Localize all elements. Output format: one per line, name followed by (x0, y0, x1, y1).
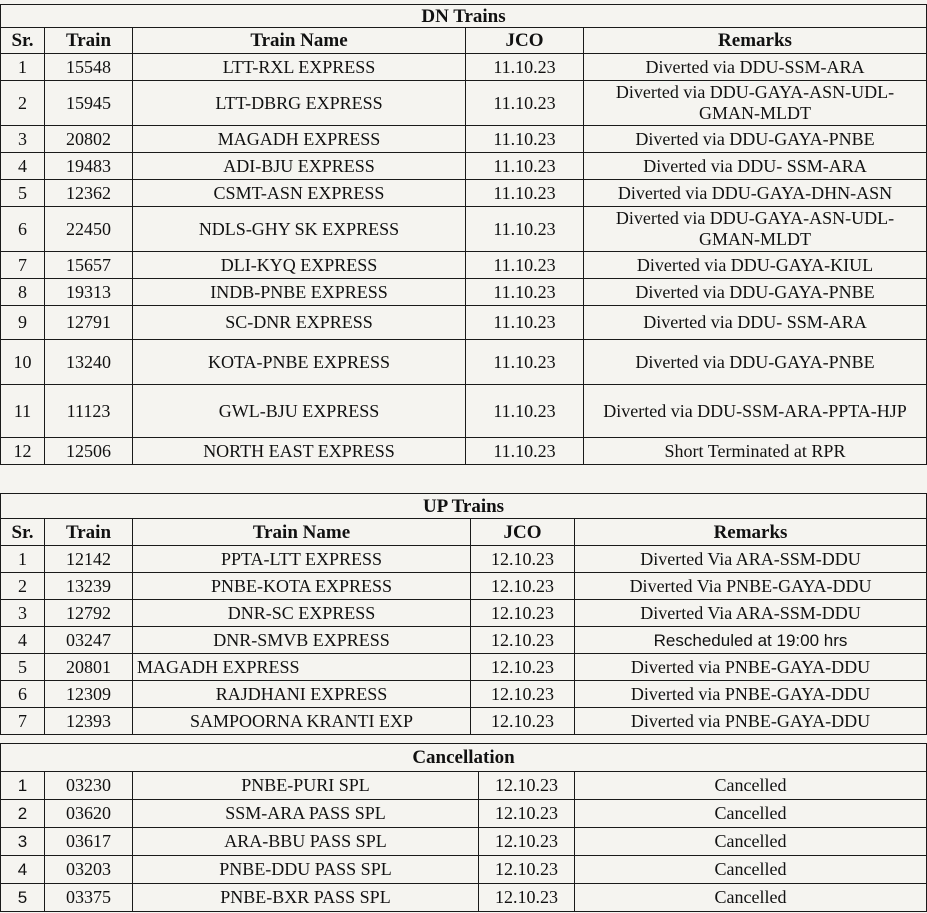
sr-cell: 2 (1, 81, 45, 126)
sr-cell: 8 (1, 279, 45, 306)
jco-cell: 12.10.23 (479, 772, 575, 800)
jco-cell: 11.10.23 (466, 385, 584, 438)
header-jco: JCO (471, 519, 575, 546)
sr-cell: 4 (1, 627, 45, 654)
remarks-cell: Diverted via DDU- SSM-ARA (584, 306, 927, 340)
train-number-cell: 19313 (45, 279, 133, 306)
dn-row (1, 81, 927, 126)
remarks-cell: Cancelled (575, 856, 927, 884)
dn-section-title: DN Trains (1, 5, 927, 28)
train-number-cell: 12142 (45, 546, 133, 573)
train-name-cell: LTT-DBRG EXPRESS (133, 81, 466, 126)
train-name-cell: NDLS-GHY SK EXPRESS (133, 207, 466, 252)
sr-cell: 4 (1, 856, 45, 884)
train-number-cell: 03375 (45, 884, 133, 912)
cancel-row (1, 828, 927, 856)
train-number-cell: 03617 (45, 828, 133, 856)
jco-cell: 11.10.23 (466, 180, 584, 207)
sr-cell: 1 (1, 546, 45, 573)
train-number-cell: 13240 (45, 340, 133, 385)
jco-cell: 12.10.23 (479, 884, 575, 912)
train-number-cell: 15548 (45, 54, 133, 81)
remarks-cell: Cancelled (575, 772, 927, 800)
dn-row (1, 252, 927, 279)
remarks-cell: Cancelled (575, 828, 927, 856)
train-name-cell: RAJDHANI EXPRESS (133, 681, 471, 708)
jco-cell: 11.10.23 (466, 438, 584, 465)
remarks-cell: Diverted via DDU- SSM-ARA (584, 153, 927, 180)
jco-cell: 11.10.23 (466, 306, 584, 340)
train-number-cell: 12791 (45, 306, 133, 340)
header-sr: Sr. (1, 519, 45, 546)
train-number-cell: 12792 (45, 600, 133, 627)
header-jco: JCO (466, 28, 584, 54)
train-name-cell: SC-DNR EXPRESS (133, 306, 466, 340)
up-rows (1, 546, 927, 735)
train-name-cell: LTT-RXL EXPRESS (133, 54, 466, 81)
remarks-cell: Diverted via DDU-GAYA-KIUL (584, 252, 927, 279)
dn-trains-table (0, 4, 927, 465)
cancel-row (1, 856, 927, 884)
dn-row (1, 438, 927, 465)
sr-cell: 12 (1, 438, 45, 465)
sr-cell: 11 (1, 385, 45, 438)
remarks-cell: Diverted via DDU-SSM-ARA (584, 54, 927, 81)
train-name-cell: SAMPOORNA KRANTI EXP (133, 708, 471, 735)
header-train: Train (45, 28, 133, 54)
train-name-cell: CSMT-ASN EXPRESS (133, 180, 466, 207)
cancellation-table (0, 743, 927, 912)
train-number-cell: 20802 (45, 126, 133, 153)
remarks-cell: Diverted Via ARA-SSM-DDU (575, 546, 927, 573)
train-number-cell: 12506 (45, 438, 133, 465)
up-row (1, 627, 927, 654)
remarks-cell: Diverted Via ARA-SSM-DDU (575, 600, 927, 627)
header-remarks: Remarks (584, 28, 927, 54)
sr-cell: 2 (1, 573, 45, 600)
dn-row (1, 153, 927, 180)
remarks-cell: Cancelled (575, 800, 927, 828)
dn-rows (1, 54, 927, 465)
dn-row (1, 126, 927, 153)
header-remarks: Remarks (575, 519, 927, 546)
train-number-cell: 03620 (45, 800, 133, 828)
sr-cell: 6 (1, 207, 45, 252)
remarks-cell: Diverted via PNBE-GAYA-DDU (575, 681, 927, 708)
train-name-cell: ARA-BBU PASS SPL (133, 828, 479, 856)
sr-cell: 5 (1, 654, 45, 681)
train-number-cell: 15657 (45, 252, 133, 279)
header-train-name: Train Name (133, 519, 471, 546)
jco-cell: 12.10.23 (471, 573, 575, 600)
dn-row (1, 385, 927, 438)
train-name-cell: DNR-SMVB EXPRESS (133, 627, 471, 654)
up-row (1, 708, 927, 735)
up-row (1, 654, 927, 681)
up-section-title: UP Trains (1, 494, 927, 519)
remarks-cell: Diverted via DDU-GAYA-PNBE (584, 126, 927, 153)
remarks-cell: Diverted Via PNBE-GAYA-DDU (575, 573, 927, 600)
jco-cell: 11.10.23 (466, 81, 584, 126)
train-name-cell: PNBE-BXR PASS SPL (133, 884, 479, 912)
remarks-cell: Diverted via DDU-GAYA-ASN-UDL-GMAN-MLDT (584, 81, 927, 126)
train-number-cell: 03203 (45, 856, 133, 884)
train-name-cell: SSM-ARA PASS SPL (133, 800, 479, 828)
remarks-cell: Diverted via PNBE-GAYA-DDU (575, 708, 927, 735)
jco-cell: 12.10.23 (471, 654, 575, 681)
train-number-cell: 11123 (45, 385, 133, 438)
jco-cell: 11.10.23 (466, 153, 584, 180)
train-number-cell: 20801 (45, 654, 133, 681)
train-name-cell: PPTA-LTT EXPRESS (133, 546, 471, 573)
sr-cell: 7 (1, 252, 45, 279)
train-name-cell: MAGADH EXPRESS (133, 126, 466, 153)
jco-cell: 12.10.23 (471, 708, 575, 735)
train-name-cell: DLI-KYQ EXPRESS (133, 252, 466, 279)
jco-cell: 11.10.23 (466, 54, 584, 81)
train-number-cell: 12393 (45, 708, 133, 735)
train-number-cell: 15945 (45, 81, 133, 126)
train-number-cell: 03247 (45, 627, 133, 654)
jco-cell: 11.10.23 (466, 340, 584, 385)
jco-cell: 11.10.23 (466, 126, 584, 153)
cancel-row (1, 884, 927, 912)
cancellation-rows (1, 772, 927, 912)
train-name-cell: PNBE-DDU PASS SPL (133, 856, 479, 884)
up-row (1, 573, 927, 600)
sr-cell: 3 (1, 600, 45, 627)
jco-cell: 12.10.23 (479, 856, 575, 884)
sr-cell: 1 (1, 772, 45, 800)
sr-cell: 1 (1, 54, 45, 81)
remarks-cell: Diverted via DDU-GAYA-PNBE (584, 340, 927, 385)
dn-row (1, 54, 927, 81)
train-name-cell: ADI-BJU EXPRESS (133, 153, 466, 180)
train-number-cell: 19483 (45, 153, 133, 180)
train-number-cell: 12309 (45, 681, 133, 708)
remarks-cell: Short Terminated at RPR (584, 438, 927, 465)
header-train: Train (45, 519, 133, 546)
jco-cell: 11.10.23 (466, 252, 584, 279)
sr-cell: 5 (1, 884, 45, 912)
jco-cell: 12.10.23 (479, 800, 575, 828)
train-number-cell: 22450 (45, 207, 133, 252)
up-trains-table (0, 493, 927, 735)
header-sr: Sr. (1, 28, 45, 54)
remarks-cell: Rescheduled at 19:00 hrs (575, 627, 927, 654)
remarks-cell: Diverted via DDU-SSM-ARA-PPTA-HJP (584, 385, 927, 438)
train-number-cell: 03230 (45, 772, 133, 800)
train-name-cell: NORTH EAST EXPRESS (133, 438, 466, 465)
jco-cell: 11.10.23 (466, 207, 584, 252)
cancellation-section-title: Cancellation (1, 744, 927, 772)
jco-cell: 12.10.23 (471, 681, 575, 708)
cancel-row (1, 772, 927, 800)
jco-cell: 12.10.23 (471, 627, 575, 654)
header-train-name: Train Name (133, 28, 466, 54)
train-number-cell: 12362 (45, 180, 133, 207)
dn-row (1, 207, 927, 252)
train-name-cell: PNBE-PURI SPL (133, 772, 479, 800)
jco-cell: 11.10.23 (466, 279, 584, 306)
remarks-cell: Diverted via DDU-GAYA-DHN-ASN (584, 180, 927, 207)
jco-cell: 12.10.23 (471, 546, 575, 573)
remarks-cell: Cancelled (575, 884, 927, 912)
remarks-cell: Diverted via PNBE-GAYA-DDU (575, 654, 927, 681)
train-name-cell: PNBE-KOTA EXPRESS (133, 573, 471, 600)
cancel-row (1, 800, 927, 828)
remarks-cell: Diverted via DDU-GAYA-PNBE (584, 279, 927, 306)
train-name-cell: MAGADH EXPRESS (133, 654, 471, 681)
train-number-cell: 13239 (45, 573, 133, 600)
sr-cell: 3 (1, 828, 45, 856)
sr-cell: 2 (1, 800, 45, 828)
train-name-cell: KOTA-PNBE EXPRESS (133, 340, 466, 385)
up-row (1, 600, 927, 627)
dn-row (1, 279, 927, 306)
sr-cell: 6 (1, 681, 45, 708)
sr-cell: 10 (1, 340, 45, 385)
remarks-cell: Diverted via DDU-GAYA-ASN-UDL-GMAN-MLDT (584, 207, 927, 252)
train-name-cell: INDB-PNBE EXPRESS (133, 279, 466, 306)
sr-cell: 7 (1, 708, 45, 735)
dn-row (1, 180, 927, 207)
dn-row (1, 340, 927, 385)
jco-cell: 12.10.23 (479, 828, 575, 856)
up-row (1, 681, 927, 708)
dn-row (1, 306, 927, 340)
sr-cell: 9 (1, 306, 45, 340)
sr-cell: 5 (1, 180, 45, 207)
jco-cell: 12.10.23 (471, 600, 575, 627)
sr-cell: 3 (1, 126, 45, 153)
train-name-cell: DNR-SC EXPRESS (133, 600, 471, 627)
sr-cell: 4 (1, 153, 45, 180)
train-name-cell: GWL-BJU EXPRESS (133, 385, 466, 438)
up-row (1, 546, 927, 573)
